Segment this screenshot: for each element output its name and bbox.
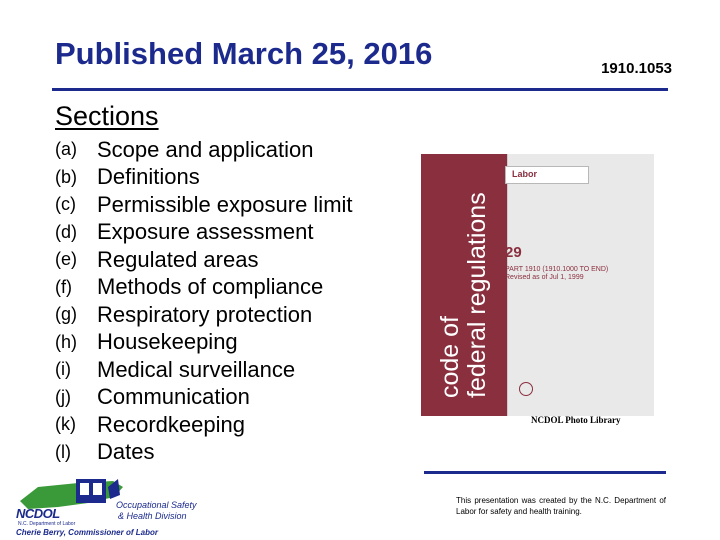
logo-osh-line-1: Occupational Safety bbox=[116, 500, 197, 510]
section-letter: (b) bbox=[55, 166, 77, 187]
photo-credit: NCDOL Photo Library bbox=[531, 415, 621, 425]
list-item bbox=[55, 136, 353, 164]
section-label: Methods of compliance bbox=[97, 274, 324, 300]
footer-divider bbox=[424, 471, 666, 474]
section-label: Communication bbox=[97, 384, 250, 410]
section-label: Respiratory protection bbox=[97, 301, 313, 327]
cover-subtitle bbox=[505, 266, 645, 282]
list-item bbox=[55, 329, 353, 357]
cover-revised: Revised as of Jul 1, 1999 bbox=[505, 274, 584, 281]
book-cover bbox=[507, 154, 654, 416]
title-divider bbox=[52, 88, 668, 91]
standard-number: 1910.1053 bbox=[601, 60, 672, 77]
section-label: Dates bbox=[97, 439, 155, 465]
section-label: Definitions bbox=[97, 164, 200, 190]
section-label: Housekeeping bbox=[97, 329, 238, 355]
cover-title-number: 29 bbox=[505, 244, 522, 261]
logo-commissioner: Cherie Berry, Commissioner of Labor bbox=[16, 528, 158, 537]
section-letter: (g) bbox=[55, 304, 77, 325]
section-label: Medical surveillance bbox=[97, 356, 296, 382]
logo-department: N.C. Department of Labor bbox=[18, 521, 76, 527]
section-label: Permissible exposure limit bbox=[97, 191, 353, 217]
section-label: Exposure assessment bbox=[97, 219, 314, 245]
cover-label: Labor bbox=[512, 169, 538, 179]
seal-icon bbox=[519, 382, 533, 396]
footer-disclaimer: This presentation was created by the N.C. Department of Labor for safety and health training. bbox=[456, 496, 666, 516]
section-label: Regulated areas bbox=[97, 246, 259, 272]
logo-wordmark: NCDOL bbox=[16, 506, 60, 521]
spine-line-2: federal regulations bbox=[463, 192, 491, 398]
list-item bbox=[55, 384, 353, 412]
list-item bbox=[55, 191, 353, 219]
list-item bbox=[55, 411, 353, 439]
section-letter: (d) bbox=[55, 221, 77, 242]
list-item bbox=[55, 439, 353, 467]
section-letter: (l) bbox=[55, 441, 71, 462]
list-item bbox=[55, 164, 353, 192]
section-letter: (f) bbox=[55, 276, 72, 297]
cover-part: PART 1910 (1910.1000 TO END) bbox=[505, 266, 609, 273]
section-letter: (e) bbox=[55, 249, 77, 270]
list-item bbox=[55, 356, 353, 384]
list-item bbox=[55, 246, 353, 274]
section-letter: (a) bbox=[55, 139, 77, 160]
section-list bbox=[55, 136, 353, 466]
spine-line-1: code of bbox=[436, 315, 464, 398]
section-letter: (k) bbox=[55, 414, 76, 435]
section-letter: (c) bbox=[55, 194, 76, 215]
page-title: Published March 25, 2016 bbox=[55, 36, 433, 71]
list-item bbox=[55, 274, 353, 302]
cfr-book-image bbox=[413, 148, 659, 430]
section-label: Scope and application bbox=[97, 136, 314, 162]
section-letter: (h) bbox=[55, 331, 77, 352]
section-letter: (j) bbox=[55, 386, 71, 407]
section-label: Recordkeeping bbox=[97, 411, 245, 437]
book-spine bbox=[421, 154, 507, 416]
logo-osh-line-2: & Health Division bbox=[118, 511, 187, 521]
section-letter: (i) bbox=[55, 359, 71, 380]
list-item bbox=[55, 301, 353, 329]
list-item bbox=[55, 219, 353, 247]
sections-heading: Sections bbox=[55, 101, 159, 131]
cover-label-box bbox=[505, 166, 589, 184]
